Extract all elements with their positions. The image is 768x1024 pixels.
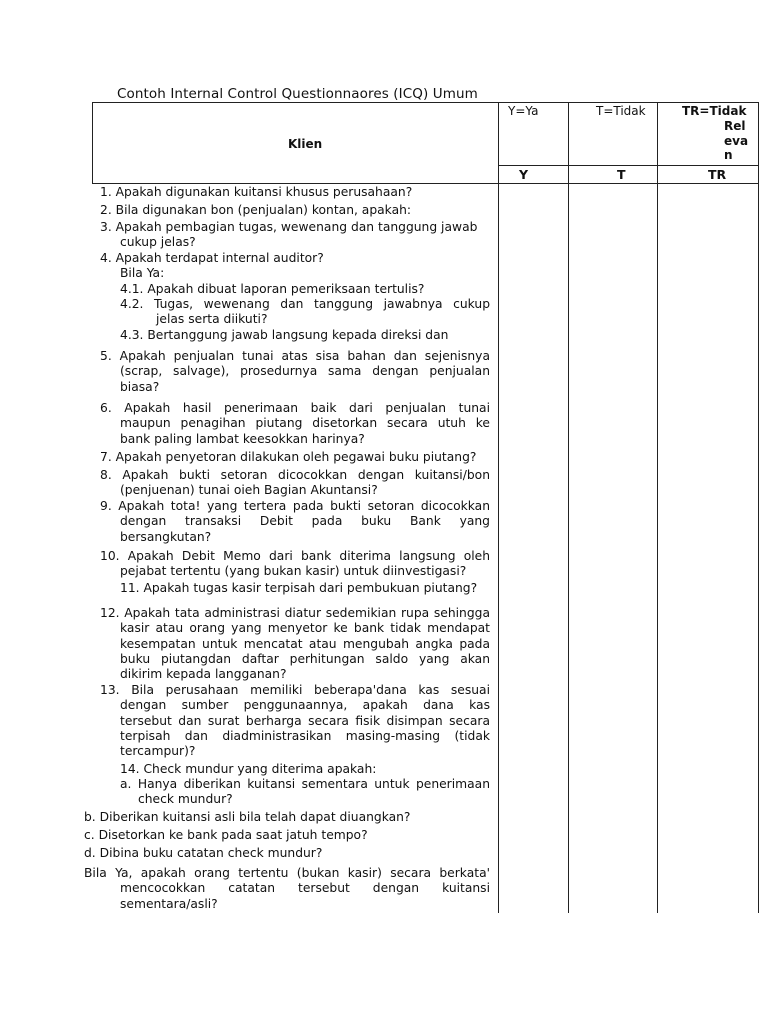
question-line: bank paling lambat keesokkan harinya?	[120, 431, 365, 446]
question-14b: b. Diberikan kuitansi asli bila telah dapat diuangkan?	[84, 810, 411, 824]
header-col-tr-line: Rel	[724, 118, 746, 133]
question-line: 3. Apakah pembagian tugas, wewenang dan tanggung jawab	[100, 220, 478, 234]
question-line: biasa?	[120, 379, 160, 394]
question-8	[100, 468, 490, 499]
header-col-tr-line: n	[724, 148, 733, 163]
question-5	[100, 349, 490, 395]
table-border-col2	[568, 102, 569, 913]
question-line: buku piutangdan daftar perhitungan saldo yang akan	[120, 651, 490, 666]
question-line: 13. Bila perusahaan memiliki beberapa'dana kas sesuai	[100, 683, 490, 697]
question-line: 12. Apakah tata administrasi diatur sedemikian rupa sehingga	[100, 606, 490, 620]
question-4-1: 4.1. Apakah dibuat laporan pemeriksaan tertulis?	[120, 282, 425, 296]
table-border-top	[92, 102, 759, 103]
question-line: sementara/asli?	[120, 896, 218, 911]
question-line: bersangkutan?	[120, 529, 212, 544]
question-line: 5. Apakah penjualan tunai atas sisa bahan dan sejenisnya	[100, 349, 490, 363]
question-12	[100, 606, 490, 682]
question-line: 10. Apakah Debit Memo dari bank diterima langsung oleh	[100, 549, 490, 563]
header-col-t: T=Tidak	[596, 104, 646, 118]
question-14d: d. Dibina buku catatan check mundur?	[84, 846, 323, 860]
question-1: 1. Apakah digunakan kuitansi khusus perusahaan?	[100, 185, 413, 199]
table-border-col3	[657, 102, 658, 913]
question-6	[100, 401, 490, 447]
question-line: tersebut dan surat berharga secara fisik disimpan secara	[120, 713, 490, 728]
question-line: tercampur)?	[120, 744, 196, 759]
question-line: kasir atau orang yang menyetor ke bank tidak mendapat	[120, 621, 490, 636]
question-14a	[120, 777, 490, 808]
question-line: kesempatan untuk mencatat atau mengubah angka pada	[120, 636, 490, 651]
question-7: 7. Apakah penyetoran dilakukan oleh pegawai buku piutang?	[100, 450, 477, 464]
question-line: a. Hanya diberikan kuitansi sementara untuk penerimaan	[120, 777, 490, 791]
question-4-3: 4.3. Bertanggung jawab langsung kepada direksi dan	[120, 328, 449, 342]
question-line: (scrap, salvage), prosedurnya sama dengan penjualan	[120, 364, 490, 379]
code-t: T	[617, 167, 626, 182]
question-9	[100, 499, 490, 545]
question-14-bila	[84, 866, 490, 912]
header-col-tr	[682, 104, 752, 163]
question-11: 11. Apakah tugas kasir terpisah dari pembukuan piutang?	[120, 581, 478, 595]
header-col-y: Y=Ya	[508, 104, 539, 118]
question-line: jelas serta diikuti?	[156, 312, 268, 327]
header-col-tr-line: eva	[724, 133, 749, 148]
table-border-header-bottom	[92, 183, 759, 184]
question-line: 6. Apakah hasil penerimaan baik dari penjualan tunai	[100, 401, 490, 415]
question-2: 2. Bila digunakan bon (penjualan) kontan, apakah:	[100, 203, 412, 217]
question-line: (penjuenan) tunai oieh Bagian Akuntansi?	[120, 483, 378, 498]
question-line: check mundur?	[138, 792, 233, 807]
question-10	[100, 549, 490, 580]
question-line: maupun penagihan piutang disetorkan secara utuh ke	[120, 416, 490, 431]
question-line: dengan transaksi Debit pada buku Bank yang	[120, 514, 490, 529]
header-col-tr-line: TR=Tidak	[682, 104, 747, 118]
question-4-bila: Bila Ya:	[120, 266, 165, 280]
code-y: Y	[519, 167, 529, 182]
document-title: Contoh Internal Control Questionnaores (ICQ) Umum	[117, 86, 478, 102]
question-line: terpisah dan diadministrasikan masing-masing (tidak	[120, 728, 490, 743]
question-line: dengan sumber penggunaannya, apakah dana kas	[120, 698, 490, 713]
question-line: 9. Apakah tota! yang tertera pada bukti setoran dicocokkan	[100, 499, 490, 513]
table-border-right	[758, 102, 759, 913]
table-border-left	[92, 102, 93, 183]
question-line: Bila Ya, apakah orang tertentu (bukan kasir) secara berkata'	[84, 866, 490, 880]
question-14: 14. Check mundur yang diterima apakah:	[120, 762, 377, 776]
question-3	[100, 220, 477, 251]
question-13	[100, 683, 490, 759]
table-border-col1	[498, 102, 499, 913]
question-4-2	[120, 297, 490, 328]
header-client-label: Klien	[288, 137, 323, 151]
question-line: pejabat tertentu (yang bukan kasir) untuk diinvestigasi?	[120, 564, 467, 579]
question-line: cukup jelas?	[120, 235, 196, 250]
question-line: mencocokkan catatan tersebut dengan kuitansi	[120, 881, 490, 896]
question-line: dikirim kepada langganan?	[120, 667, 287, 682]
question-line: 4.2. Tugas, wewenang dan tanggung jawabnya cukup	[120, 297, 490, 311]
question-4: 4. Apakah terdapat internal auditor?	[100, 251, 324, 265]
question-line: 8. Apakah bukti setoran dicocokkan dengan kuitansi/bon	[100, 468, 490, 482]
question-14c: c. Disetorkan ke bank pada saat jatuh tempo?	[84, 828, 368, 842]
code-tr: TR	[708, 167, 727, 182]
table-border-header-code	[498, 165, 759, 166]
